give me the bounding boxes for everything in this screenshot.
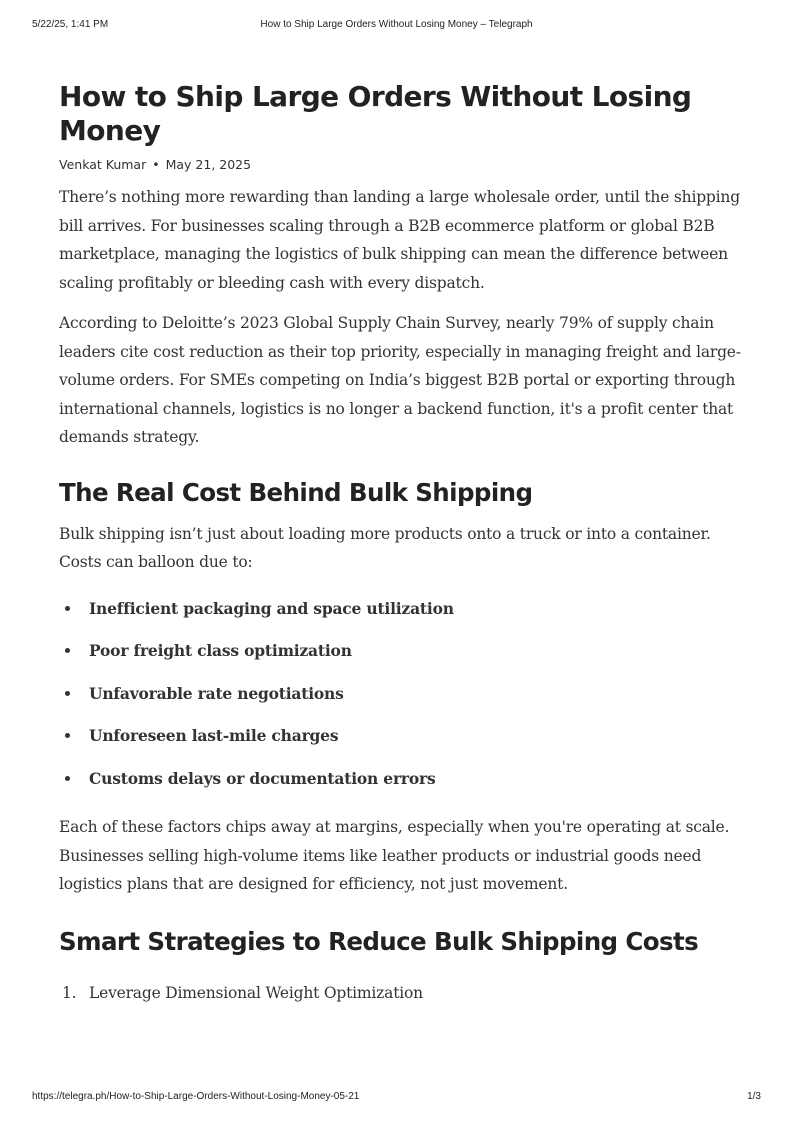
intro-paragraph-1: There’s nothing more rewarding than landing a large wholesale order, until the shipping bill arrives. For businesses scaling through a B2B ecommerce platform or global B2B marketplace, managing the logistics of bulk shipping can mean the difference between scaling profitably or bleeding cash with every dispatch. [59,188,740,292]
list-item-text: Poor freight class optimization [89,641,352,660]
bullet-icon [65,648,70,653]
section-intro-paragraph: Bulk shipping isn’t just about loading more products onto a truck or into a container. Costs can balloon due to: [59,524,711,571]
page-number: 1/3 [747,1091,761,1102]
list-item-text: Unforeseen last-mile charges [89,726,339,745]
print-header [32,19,761,33]
meta-separator: • [152,157,160,172]
list-item [59,680,749,723]
section-closing-paragraph: Each of these factors chips away at margins, especially when you're operating at scale. Businesses selling high-volume items like leather products or industrial goods need logistics plans that are designed for efficiency, not just movement. [59,818,730,893]
article-meta [59,156,749,174]
strategies-list [59,979,749,1007]
article [59,80,749,1007]
list-item-text: Leverage Dimensional Weight Optimization [89,983,423,1002]
list-item [59,595,749,638]
list-item [59,637,749,680]
list-item [59,979,749,1007]
list-item-text: Customs delays or documentation errors [89,768,436,788]
publish-date: May 21, 2025 [165,157,252,172]
bullet-icon [65,776,70,781]
bullet-icon [65,606,70,611]
section-heading-real-cost: The Real Cost Behind Bulk Shipping [59,477,533,507]
author-name[interactable]: Venkat Kumar [59,157,147,172]
print-page-title: How to Ship Large Orders Without Losing Money – Telegraph [260,19,533,30]
bullet-icon [65,691,70,696]
list-item-text: Unfavorable rate negotiations [89,683,344,703]
print-footer [32,1091,761,1105]
bullet-icon [65,733,70,738]
print-datetime: 5/22/25, 1:41 PM [32,19,109,30]
print-url: https://telegra.ph/How-to-Ship-Large-Orders-Without-Losing-Money-05-21 [32,1091,360,1102]
list-item-text: Inefficient packaging and space utilization [89,598,454,618]
list-item [59,765,749,808]
cost-factors-list [59,595,749,808]
list-number: 1. [62,983,77,1002]
list-item [59,722,749,765]
article-title: How to Ship Large Orders Without Losing Money [59,80,692,147]
intro-paragraph-2: According to Deloitte’s 2023 Global Supply Chain Survey, nearly 79% of supply chain leaders cite cost reduction as their top priority, especially in managing freight and large-volume orders. For SMEs competing on India’s biggest B2B portal or exporting through international channels, logistics is no longer a backend function, it's a profit center that demands strategy. [59,314,741,446]
section-heading-strategies: Smart Strategies to Reduce Bulk Shipping Costs [59,926,699,956]
